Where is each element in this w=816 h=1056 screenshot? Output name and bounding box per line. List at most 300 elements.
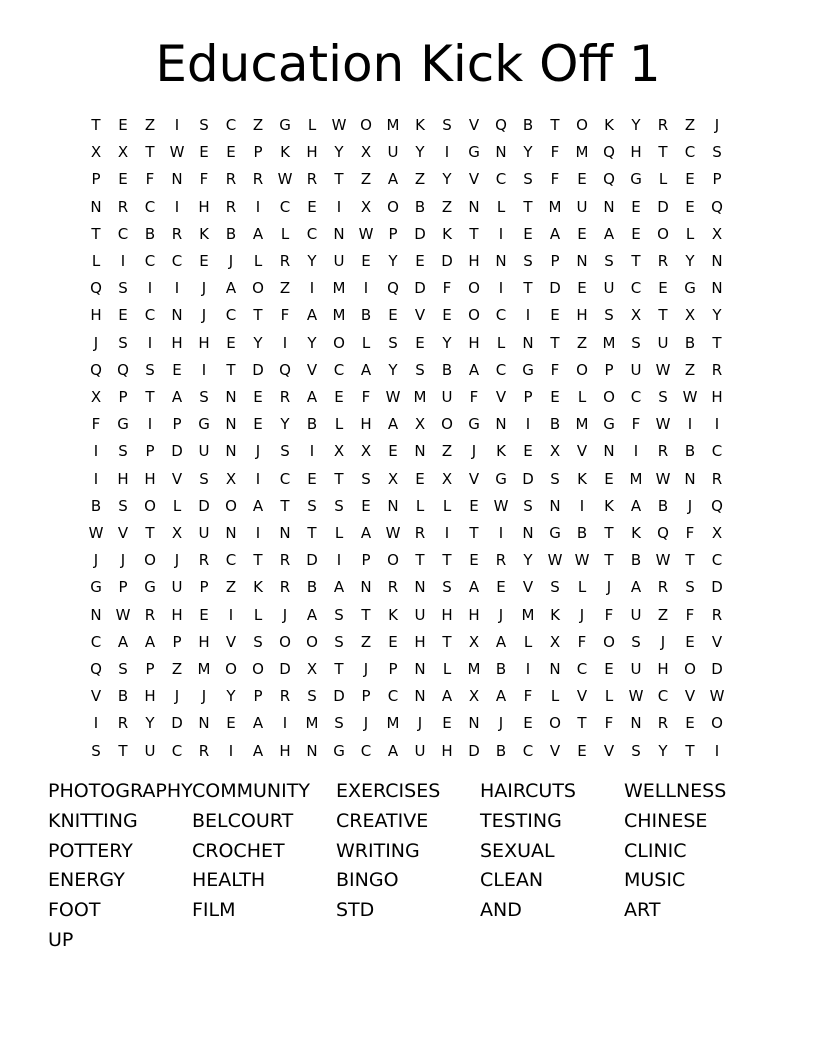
grid-letter: X (90, 388, 102, 406)
grid-letter: O (576, 360, 588, 379)
word-list-item: WELLNESS (624, 780, 727, 802)
grid-letter: U (603, 279, 615, 298)
grid-letter: B (684, 442, 696, 461)
grid-letter: E (523, 714, 533, 733)
grid-letter: S (442, 116, 452, 134)
grid-letter: M (629, 469, 643, 488)
grid-letter: E (631, 224, 641, 243)
grid-letter: J (282, 605, 288, 624)
grid-letter: Z (279, 279, 291, 298)
grid-letter: S (253, 632, 263, 651)
grid-letter: N (495, 415, 507, 434)
grid-letter: Q (711, 197, 723, 216)
grid-letter: W (655, 469, 671, 488)
grid-letter: F (523, 687, 533, 706)
grid-letter: O (468, 306, 480, 325)
grid-letter: E (199, 252, 209, 270)
grid-letter: I (201, 360, 207, 379)
grid-letter: A (495, 632, 507, 651)
grid-letter: M (413, 388, 427, 406)
grid-letter: E (604, 469, 614, 488)
grid-letter: S (550, 469, 560, 488)
grid-letter: B (306, 415, 318, 434)
grid-letter: X (117, 143, 129, 162)
grid-letter: X (360, 143, 372, 162)
grid-letter: T (604, 524, 614, 542)
grid-letter: K (280, 143, 290, 162)
grid-letter: G (333, 741, 345, 760)
grid-letter: C (360, 741, 372, 760)
grid-letter: B (441, 360, 453, 379)
grid-letter: L (685, 224, 695, 243)
grid-letter: N (414, 687, 426, 706)
grid-letter: K (604, 496, 614, 515)
grid-letter: N (684, 469, 696, 488)
grid-letter: S (631, 741, 641, 760)
grid-letter: M (386, 116, 400, 134)
grid-letter: O (441, 415, 453, 434)
grid-letter: V (495, 388, 507, 406)
grid-letter: Q (495, 116, 507, 134)
grid-letter: I (309, 442, 315, 461)
grid-letter: G (684, 279, 696, 298)
grid-letter: S (199, 388, 209, 406)
grid-letter: I (525, 415, 531, 434)
grid-letter: I (255, 197, 261, 216)
grid-letter: R (657, 578, 669, 597)
grid-letter: R (279, 578, 291, 597)
grid-letter: H (144, 469, 156, 488)
grid-letter: C (657, 687, 669, 706)
grid-letter: E (226, 333, 236, 352)
grid-letter: T (145, 524, 155, 542)
grid-letter: Y (685, 252, 695, 270)
grid-letter: O (603, 632, 615, 651)
grid-letter: I (498, 224, 504, 243)
grid-letter: R (657, 714, 669, 733)
grid-letter: L (334, 524, 344, 542)
grid-letter: C (144, 252, 156, 270)
grid-letter: T (631, 252, 641, 270)
grid-letter: G (603, 415, 615, 434)
grid-letter: G (630, 170, 642, 189)
grid-letter: I (147, 333, 153, 352)
grid-letter: H (117, 469, 129, 488)
grid-letter: N (225, 415, 237, 434)
grid-letter: T (91, 224, 101, 243)
grid-letter: Y (415, 143, 425, 162)
grid-letter: E (685, 197, 695, 216)
grid-letter: N (522, 333, 534, 352)
grid-letter: T (550, 116, 560, 134)
grid-letter: P (199, 578, 209, 597)
grid-letter: E (388, 306, 398, 325)
grid-letter: M (386, 714, 400, 733)
grid-letter: A (360, 360, 372, 379)
grid-letter: E (253, 415, 263, 434)
grid-letter: J (417, 714, 423, 733)
grid-letter: I (336, 197, 342, 216)
grid-letter: S (118, 442, 128, 461)
grid-letter: G (522, 360, 534, 379)
grid-letter: O (711, 714, 723, 733)
grid-letter: W (493, 496, 509, 515)
grid-letter: N (549, 660, 561, 678)
grid-letter: H (198, 197, 210, 216)
grid-letter: T (226, 360, 236, 379)
grid-letter: K (604, 116, 614, 134)
grid-letter: H (441, 741, 453, 760)
grid-letter: A (333, 578, 345, 597)
grid-letter: W (169, 143, 185, 162)
grid-letter: T (361, 605, 371, 624)
grid-letter: D (198, 496, 210, 515)
grid-letter: W (115, 605, 131, 624)
grid-letter: P (388, 224, 398, 243)
grid-letter: P (118, 388, 128, 406)
grid-letter: B (360, 306, 372, 325)
grid-letter: V (711, 632, 723, 651)
grid-letter: K (253, 578, 263, 597)
grid-letter: C (576, 660, 588, 678)
grid-letter: E (577, 170, 587, 189)
grid-letter: T (685, 551, 695, 570)
grid-letter: N (414, 578, 426, 597)
grid-letter: I (714, 741, 720, 760)
grid-letter: K (550, 605, 560, 624)
grid-letter: I (93, 714, 99, 733)
grid-letter: I (282, 714, 288, 733)
grid-letter: S (334, 496, 344, 515)
grid-letter: I (93, 442, 99, 461)
grid-letter: L (253, 252, 263, 270)
grid-letter: W (655, 360, 671, 379)
grid-letter: C (225, 306, 237, 325)
grid-letter: H (198, 333, 210, 352)
grid-letter: S (334, 714, 344, 733)
grid-letter: Y (334, 143, 344, 162)
grid-letter: T (415, 551, 425, 570)
grid-letter: H (306, 143, 318, 162)
grid-letter: N (225, 524, 237, 542)
grid-letter: F (442, 279, 452, 298)
grid-letter: N (495, 252, 507, 270)
grid-letter: O (225, 496, 237, 515)
grid-letter: Q (657, 524, 669, 542)
grid-letter: R (711, 605, 723, 624)
grid-letter: M (197, 660, 211, 678)
grid-letter: F (577, 632, 587, 651)
grid-letter: S (307, 496, 317, 515)
grid-letter: K (199, 224, 209, 243)
grid-letter: I (255, 524, 261, 542)
grid-letter: L (658, 170, 668, 189)
grid-letter: E (361, 252, 371, 270)
grid-letter: P (145, 660, 155, 678)
grid-letter: W (385, 388, 401, 406)
grid-letter: S (550, 578, 560, 597)
word-list-item: EXERCISES (336, 780, 441, 802)
grid-letter: C (279, 197, 291, 216)
grid-letter: E (631, 197, 641, 216)
grid-letter: H (360, 415, 372, 434)
grid-letter: I (633, 442, 639, 461)
grid-letter: F (685, 524, 695, 542)
grid-letter: Z (360, 632, 372, 651)
grid-letter: U (198, 524, 210, 542)
grid-letter: S (280, 442, 290, 461)
grid-letter: N (387, 496, 399, 515)
grid-letter: Y (307, 252, 317, 270)
grid-letter: N (711, 252, 723, 270)
grid-letter: A (387, 170, 399, 189)
grid-letter: O (333, 333, 345, 352)
grid-letter: T (91, 116, 101, 134)
grid-letter: E (253, 388, 263, 406)
grid-letter: C (144, 306, 156, 325)
grid-letter: V (576, 442, 588, 461)
grid-letter: J (228, 252, 234, 270)
grid-letter: E (307, 197, 317, 216)
grid-letter: I (525, 660, 531, 678)
grid-letter: S (685, 578, 695, 597)
grid-letter: S (118, 333, 128, 352)
grid-letter: Z (144, 116, 156, 134)
grid-letter: H (90, 306, 102, 325)
grid-letter: Y (388, 360, 398, 379)
grid-letter: V (117, 524, 129, 542)
grid-letter: R (198, 551, 210, 570)
grid-letter: D (522, 469, 534, 488)
grid-letter: Z (171, 660, 183, 678)
grid-letter: N (90, 605, 102, 624)
word-list-item: HAIRCUTS (480, 780, 576, 802)
grid-letter: V (468, 469, 480, 488)
grid-letter: Q (279, 360, 291, 379)
grid-letter: T (658, 306, 668, 325)
word-list-item: UP (48, 929, 74, 951)
grid-letter: S (334, 632, 344, 651)
grid-letter: N (468, 197, 480, 216)
word-list-item: STD (336, 899, 375, 922)
grid-letter: M (575, 143, 589, 162)
grid-letter: N (279, 524, 291, 542)
grid-letter: S (523, 252, 533, 270)
grid-letter: E (442, 306, 452, 325)
grid-letter: P (361, 551, 371, 570)
grid-letter: T (253, 551, 263, 570)
grid-letter: N (711, 279, 723, 298)
grid-letter: X (441, 469, 453, 488)
grid-letter: D (306, 551, 318, 570)
grid-letter: J (120, 551, 126, 570)
grid-letter: A (171, 388, 183, 406)
grid-letter: E (550, 306, 560, 325)
grid-letter: W (574, 551, 590, 570)
grid-letter: P (388, 660, 398, 678)
grid-letter: W (358, 224, 374, 243)
grid-letter: M (548, 197, 562, 216)
grid-letter: E (523, 442, 533, 461)
grid-letter: T (145, 388, 155, 406)
grid-letter: I (282, 333, 288, 352)
grid-letter: A (630, 496, 642, 515)
grid-letter: P (253, 687, 263, 706)
grid-letter: F (145, 170, 155, 189)
grid-letter: E (685, 170, 695, 189)
grid-letter: N (333, 224, 345, 243)
grid-letter: A (360, 524, 372, 542)
grid-letter: X (468, 632, 480, 651)
grid-letter: N (306, 741, 318, 760)
grid-letter: O (252, 279, 264, 298)
grid-letter: G (468, 415, 480, 434)
grid-letter: F (604, 605, 614, 624)
grid-letter: B (684, 333, 696, 352)
grid-letter: R (144, 605, 156, 624)
word-list-item: HEALTH (192, 869, 266, 892)
grid-letter: P (172, 632, 182, 651)
grid-letter: C (333, 360, 345, 379)
grid-letter: E (199, 143, 209, 162)
grid-letter: N (225, 442, 237, 461)
grid-letter: I (498, 524, 504, 542)
grid-letter: V (549, 741, 561, 760)
grid-letter: Z (684, 116, 696, 134)
grid-letter: B (90, 496, 102, 515)
grid-letter: Y (388, 252, 398, 270)
grid-letter: W (628, 687, 644, 706)
grid-letter: X (549, 632, 561, 651)
grid-letter: S (523, 170, 533, 189)
grid-letter: L (577, 388, 587, 406)
grid-letter: C (495, 170, 507, 189)
grid-letter: S (415, 360, 425, 379)
grid-letter: N (171, 170, 183, 189)
grid-letter: O (387, 197, 399, 216)
grid-letter: L (172, 496, 182, 515)
grid-letter: M (575, 415, 589, 434)
page-title: Education Kick Off 1 (155, 35, 661, 93)
grid-letter: E (307, 469, 317, 488)
grid-letter: P (91, 170, 101, 189)
grid-letter: S (658, 388, 668, 406)
word-list-item: PHOTOGRAPHY (48, 780, 193, 802)
grid-letter: F (91, 415, 101, 434)
grid-letter: N (576, 252, 588, 270)
grid-letter: O (252, 660, 264, 678)
grid-letter: W (385, 524, 401, 542)
grid-letter: N (198, 714, 210, 733)
grid-letter: J (471, 442, 477, 461)
grid-letter: O (144, 496, 156, 515)
grid-letter: U (144, 741, 156, 760)
grid-letter: M (332, 279, 346, 298)
grid-letter: E (685, 714, 695, 733)
word-list-item: ART (624, 899, 661, 922)
grid-letter: A (252, 224, 264, 243)
grid-letter: N (414, 660, 426, 678)
grid-letter: L (442, 496, 452, 515)
grid-letter: M (332, 306, 346, 325)
grid-letter: T (550, 333, 560, 352)
grid-letter: H (468, 333, 480, 352)
grid-letter: V (468, 116, 480, 134)
word-list-item: SEXUAL (480, 839, 555, 862)
grid-letter: E (496, 578, 506, 597)
grid-letter: K (415, 116, 425, 134)
grid-letter: D (333, 687, 345, 706)
word-list-item: FILM (192, 899, 236, 922)
grid-letter: E (550, 388, 560, 406)
grid-letter: T (334, 660, 344, 678)
word-list-item: CROCHET (192, 839, 285, 862)
grid-letter: L (334, 415, 344, 434)
grid-letter: C (171, 741, 183, 760)
grid-letter: T (307, 524, 317, 542)
grid-letter: Y (280, 415, 290, 434)
grid-letter: K (577, 469, 587, 488)
word-list-item: TESTING (480, 809, 562, 832)
grid-letter: A (468, 360, 480, 379)
grid-letter: Z (414, 170, 426, 189)
grid-letter: G (90, 578, 102, 597)
grid-letter: Q (90, 360, 102, 379)
grid-letter: E (199, 605, 209, 624)
grid-letter: H (144, 687, 156, 706)
grid-letter: O (603, 388, 615, 406)
grid-letter: M (521, 605, 535, 624)
grid-letter: T (604, 551, 614, 570)
grid-letter: U (171, 578, 183, 597)
grid-letter: U (657, 333, 669, 352)
grid-letter: X (171, 524, 183, 542)
grid-letter: K (631, 524, 641, 542)
grid-letter: V (684, 687, 696, 706)
grid-letter: Z (441, 197, 453, 216)
grid-letter: I (174, 116, 180, 134)
grid-letter: X (549, 442, 561, 461)
grid-letter: N (468, 714, 480, 733)
grid-letter: B (225, 224, 237, 243)
grid-letter: V (468, 170, 480, 189)
grid-letter: J (498, 605, 504, 624)
grid-letter: N (414, 442, 426, 461)
grid-letter: L (361, 333, 371, 352)
grid-letter: W (655, 551, 671, 570)
grid-letter: E (658, 279, 668, 298)
grid-letter: T (145, 143, 155, 162)
grid-letter: T (334, 469, 344, 488)
grid-letter: X (333, 442, 345, 461)
grid-letter: U (198, 442, 210, 461)
grid-letter: I (93, 469, 99, 488)
grid-letter: C (225, 551, 237, 570)
grid-letter: U (333, 252, 345, 270)
grid-letter: A (252, 714, 264, 733)
grid-letter: D (549, 279, 561, 298)
grid-letter: A (117, 632, 129, 651)
grid-letter: B (549, 415, 561, 434)
grid-letter: C (144, 197, 156, 216)
grid-letter: Q (90, 279, 102, 298)
grid-letter: X (630, 306, 642, 325)
grid-letter: L (91, 252, 101, 270)
grid-letter: G (279, 116, 291, 134)
grid-letter: B (117, 687, 129, 706)
word-list-item: FOOT (48, 899, 101, 922)
word-list-item: WRITING (336, 839, 420, 862)
